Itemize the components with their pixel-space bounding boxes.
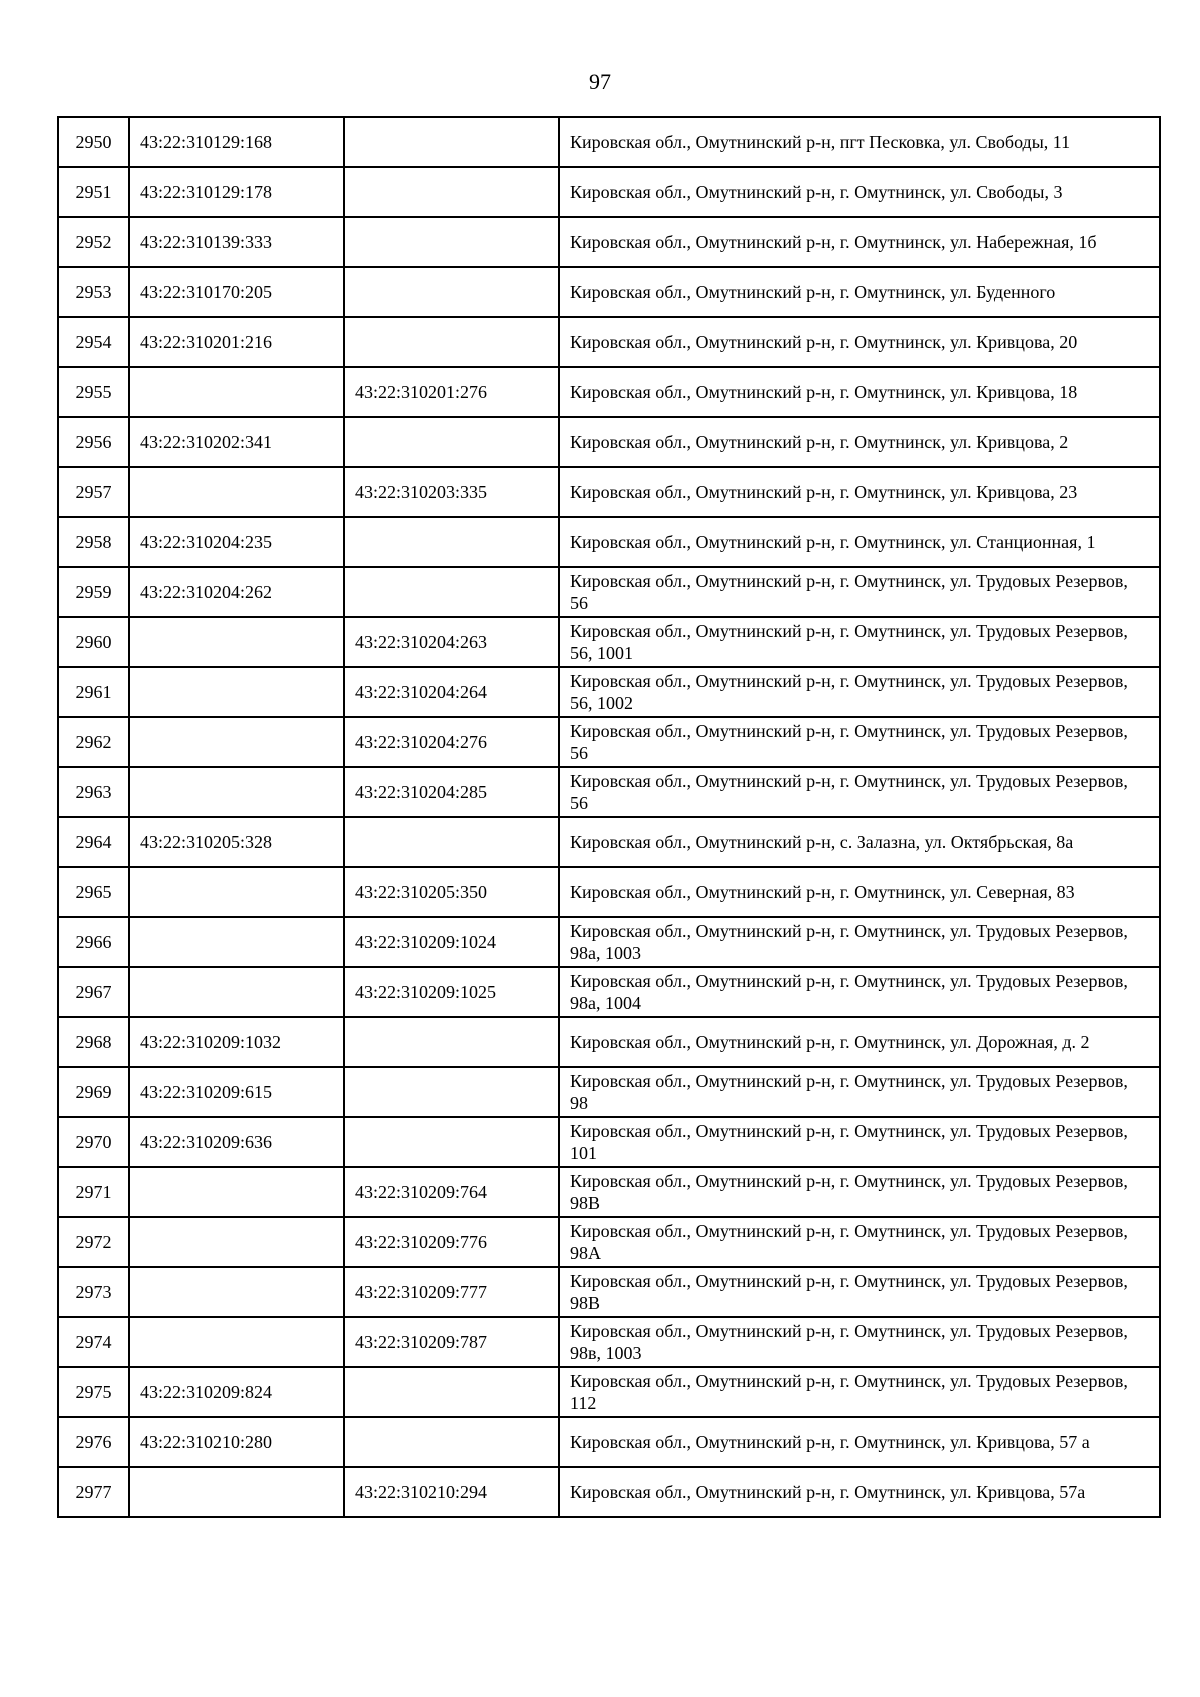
row-number-cell: 2977 [58,1467,129,1517]
table-row [58,567,1160,617]
cadastral-number-alt-cell [344,117,559,167]
table-row [58,467,1160,517]
address-cell: Кировская обл., Омутнинский р-н, г. Омутнинск, ул. Кривцова, 57 а [559,1417,1160,1467]
cadastral-number-cell: 43:22:310205:328 [129,817,344,867]
cadastral-number-cell [129,617,344,667]
row-number-cell: 2967 [58,967,129,1017]
address-cell: Кировская обл., Омутнинский р-н, с. Залазна, ул. Октябрьская, 8а [559,817,1160,867]
address-cell: Кировская обл., Омутнинский р-н, г. Омутнинск, ул. Трудовых Резервов, 98 [559,1067,1160,1117]
address-cell: Кировская обл., Омутнинский р-н, г. Омутнинск, ул. Кривцова, 23 [559,467,1160,517]
cadastral-number-cell [129,667,344,717]
table-row [58,717,1160,767]
cadastral-number-alt-cell [344,167,559,217]
address-cell: Кировская обл., Омутнинский р-н, г. Омутнинск, ул. Северная, 83 [559,867,1160,917]
row-number-cell: 2962 [58,717,129,767]
cadastral-number-cell: 43:22:310204:262 [129,567,344,617]
table-row [58,767,1160,817]
cadastral-number-cell: 43:22:310209:1032 [129,1017,344,1067]
address-cell: Кировская обл., Омутнинский р-н, г. Омутнинск, ул. Трудовых Резервов, 56 [559,717,1160,767]
cadastral-number-cell: 43:22:310209:824 [129,1367,344,1417]
table-row [58,1317,1160,1367]
table-row [58,1417,1160,1467]
row-number-cell: 2959 [58,567,129,617]
cadastral-number-cell [129,1267,344,1317]
cadastral-number-cell: 43:22:310209:615 [129,1067,344,1117]
address-cell: Кировская обл., Омутнинский р-н, г. Омутнинск, ул. Кривцова, 57а [559,1467,1160,1517]
address-cell: Кировская обл., Омутнинский р-н, г. Омутнинск, ул. Трудовых Резервов, 98а, 1004 [559,967,1160,1017]
row-number-cell: 2963 [58,767,129,817]
cadastral-number-cell: 43:22:310139:333 [129,217,344,267]
table-row [58,417,1160,467]
row-number-cell: 2954 [58,317,129,367]
cadastral-number-alt-cell: 43:22:310204:276 [344,717,559,767]
cadastral-number-alt-cell: 43:22:310205:350 [344,867,559,917]
registry-table [57,116,1161,1518]
address-cell: Кировская обл., Омутнинский р-н, г. Омутнинск, ул. Трудовых Резервов, 98В [559,1267,1160,1317]
address-cell: Кировская обл., Омутнинский р-н, г. Омутнинск, ул. Трудовых Резервов, 112 [559,1367,1160,1417]
cadastral-number-alt-cell [344,417,559,467]
table-row [58,967,1160,1017]
cadastral-number-cell [129,1467,344,1517]
table-row [58,1117,1160,1167]
page-number: 97 [589,69,611,94]
cadastral-number-cell [129,367,344,417]
table-row [58,1267,1160,1317]
table-row [58,367,1160,417]
cadastral-number-alt-cell [344,1067,559,1117]
cadastral-number-cell [129,717,344,767]
table-row [58,1067,1160,1117]
cadastral-number-cell [129,967,344,1017]
table-row [58,1167,1160,1217]
address-cell: Кировская обл., Омутнинский р-н, г. Омутнинск, ул. Буденного [559,267,1160,317]
table-row [58,167,1160,217]
cadastral-number-alt-cell: 43:22:310209:776 [344,1217,559,1267]
address-cell: Кировская обл., Омутнинский р-н, г. Омутнинск, ул. Кривцова, 20 [559,317,1160,367]
row-number-cell: 2969 [58,1067,129,1117]
cadastral-number-alt-cell [344,217,559,267]
table-row [58,1217,1160,1267]
row-number-cell: 2972 [58,1217,129,1267]
row-number-cell: 2957 [58,467,129,517]
table-row [58,817,1160,867]
cadastral-number-cell: 43:22:310204:235 [129,517,344,567]
cadastral-number-alt-cell: 43:22:310209:777 [344,1267,559,1317]
address-cell: Кировская обл., Омутнинский р-н, г. Омутнинск, ул. Трудовых Резервов, 98в, 1003 [559,1317,1160,1367]
row-number-cell: 2966 [58,917,129,967]
address-cell: Кировская обл., Омутнинский р-н, г. Омутнинск, ул. Трудовых Резервов, 56, 1001 [559,617,1160,667]
address-cell: Кировская обл., Омутнинский р-н, г. Омутнинск, ул. Трудовых Резервов, 98А [559,1217,1160,1267]
row-number-cell: 2952 [58,217,129,267]
address-cell: Кировская обл., Омутнинский р-н, г. Омутнинск, ул. Трудовых Резервов, 98а, 1003 [559,917,1160,967]
table-row [58,317,1160,367]
cadastral-number-alt-cell [344,1367,559,1417]
table-row [58,1467,1160,1517]
address-cell: Кировская обл., Омутнинский р-н, г. Омутнинск, ул. Трудовых Резервов, 56 [559,767,1160,817]
cadastral-number-cell [129,1317,344,1367]
row-number-cell: 2973 [58,1267,129,1317]
row-number-cell: 2953 [58,267,129,317]
cadastral-number-alt-cell [344,567,559,617]
row-number-cell: 2961 [58,667,129,717]
row-number-cell: 2960 [58,617,129,667]
cadastral-number-alt-cell [344,517,559,567]
address-cell: Кировская обл., Омутнинский р-н, г. Омутнинск, ул. Станционная, 1 [559,517,1160,567]
table-row [58,917,1160,967]
table-row [58,867,1160,917]
row-number-cell: 2974 [58,1317,129,1367]
table-row [58,617,1160,667]
cadastral-number-cell: 43:22:310129:178 [129,167,344,217]
cadastral-number-cell: 43:22:310201:216 [129,317,344,367]
address-cell: Кировская обл., Омутнинский р-н, г. Омутнинск, ул. Трудовых Резервов, 56, 1002 [559,667,1160,717]
row-number-cell: 2976 [58,1417,129,1467]
cadastral-number-cell: 43:22:310202:341 [129,417,344,467]
address-cell: Кировская обл., Омутнинский р-н, г. Омутнинск, ул. Свободы, 3 [559,167,1160,217]
address-cell: Кировская обл., Омутнинский р-н, г. Омутнинск, ул. Кривцова, 2 [559,417,1160,467]
cadastral-number-alt-cell: 43:22:310209:1024 [344,917,559,967]
cadastral-number-alt-cell: 43:22:310210:294 [344,1467,559,1517]
cadastral-number-alt-cell [344,1417,559,1467]
cadastral-number-alt-cell: 43:22:310203:335 [344,467,559,517]
address-cell: Кировская обл., Омутнинский р-н, г. Омутнинск, ул. Кривцова, 18 [559,367,1160,417]
cadastral-number-cell: 43:22:310129:168 [129,117,344,167]
row-number-cell: 2970 [58,1117,129,1167]
row-number-cell: 2968 [58,1017,129,1067]
cadastral-number-alt-cell: 43:22:310209:764 [344,1167,559,1217]
cadastral-number-alt-cell: 43:22:310204:264 [344,667,559,717]
cadastral-number-alt-cell [344,1117,559,1167]
cadastral-number-alt-cell: 43:22:310201:276 [344,367,559,417]
cadastral-number-cell [129,767,344,817]
row-number-cell: 2955 [58,367,129,417]
table-row [58,117,1160,167]
cadastral-number-cell [129,1167,344,1217]
address-cell: Кировская обл., Омутнинский р-н, г. Омутнинск, ул. Трудовых Резервов, 101 [559,1117,1160,1167]
table-row [58,667,1160,717]
cadastral-number-cell [129,867,344,917]
table-row [58,517,1160,567]
row-number-cell: 2951 [58,167,129,217]
cadastral-number-alt-cell [344,267,559,317]
address-cell: Кировская обл., Омутнинский р-н, г. Омутнинск, ул. Трудовых Резервов, 56 [559,567,1160,617]
registry-table-body [58,117,1160,1517]
cadastral-number-alt-cell [344,817,559,867]
cadastral-number-alt-cell: 43:22:310209:787 [344,1317,559,1367]
table-row [58,1367,1160,1417]
row-number-cell: 2975 [58,1367,129,1417]
row-number-cell: 2950 [58,117,129,167]
cadastral-number-cell: 43:22:310170:205 [129,267,344,317]
address-cell: Кировская обл., Омутнинский р-н, г. Омутнинск, ул. Дорожная, д. 2 [559,1017,1160,1067]
table-row [58,217,1160,267]
cadastral-number-alt-cell [344,317,559,367]
row-number-cell: 2956 [58,417,129,467]
cadastral-number-cell [129,1217,344,1267]
cadastral-number-alt-cell: 43:22:310204:285 [344,767,559,817]
table-row [58,267,1160,317]
cadastral-number-cell: 43:22:310209:636 [129,1117,344,1167]
address-cell: Кировская обл., Омутнинский р-н, пгт Песковка, ул. Свободы, 11 [559,117,1160,167]
row-number-cell: 2965 [58,867,129,917]
row-number-cell: 2958 [58,517,129,567]
address-cell: Кировская обл., Омутнинский р-н, г. Омутнинск, ул. Набережная, 1б [559,217,1160,267]
cadastral-number-alt-cell [344,1017,559,1067]
row-number-cell: 2964 [58,817,129,867]
cadastral-number-alt-cell: 43:22:310204:263 [344,617,559,667]
cadastral-number-alt-cell: 43:22:310209:1025 [344,967,559,1017]
row-number-cell: 2971 [58,1167,129,1217]
cadastral-number-cell: 43:22:310210:280 [129,1417,344,1467]
address-cell: Кировская обл., Омутнинский р-н, г. Омутнинск, ул. Трудовых Резервов, 98В [559,1167,1160,1217]
table-row [58,1017,1160,1067]
cadastral-number-cell [129,467,344,517]
cadastral-number-cell [129,917,344,967]
